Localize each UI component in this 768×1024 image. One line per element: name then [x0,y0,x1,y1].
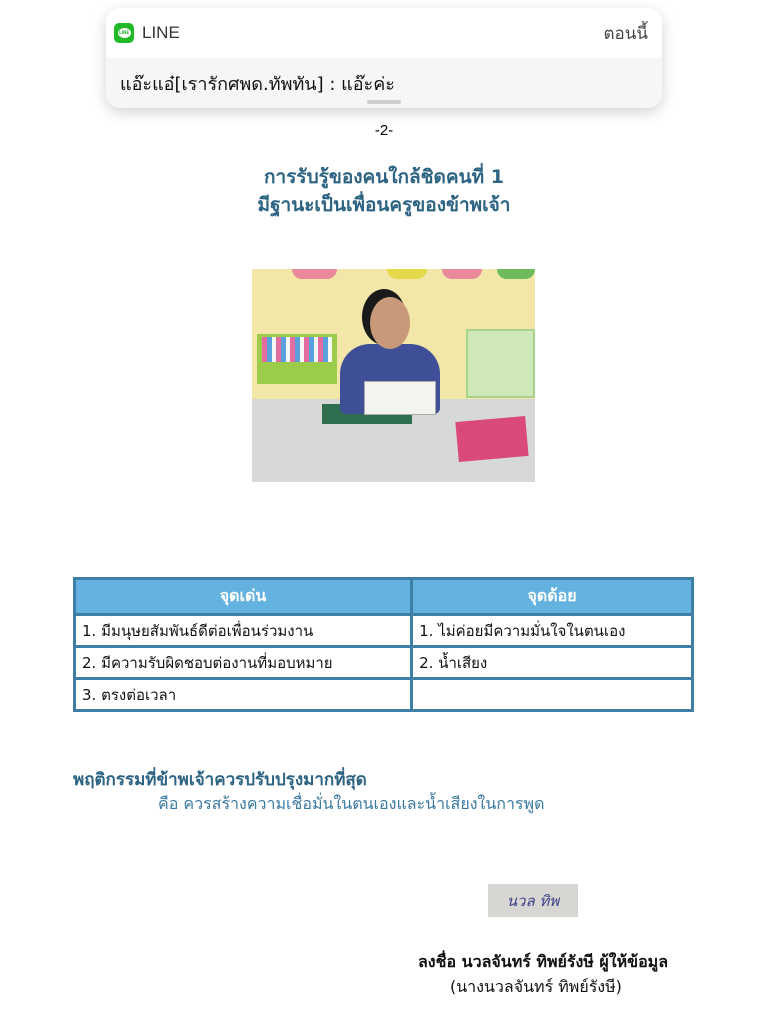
strength-cell: 2. มีความรับผิดชอบต่องานที่มอบหมาย [75,647,412,679]
signature-scribble: นวล ทิพ [506,891,560,910]
signature-image [488,884,578,917]
notification-header [106,8,662,58]
notification-body[interactable] [106,58,662,108]
title-line-1: การรับรู้ของคนใกล้ชิดคนที่ 1 [264,166,504,188]
strength-cell: 1. มีมนุษยสัมพันธ์ดีต่อเพื่อนร่วมงาน [75,615,412,647]
notification-app-name: LINE [142,23,180,42]
weakness-cell: 2. น้ำเสียง [412,647,693,679]
table-row [75,679,693,711]
header-strengths: จุดเด่น [75,579,412,615]
teacher-at-desk-photo [252,269,535,482]
page-number: -2- [374,122,394,139]
weakness-cell [412,679,693,711]
notification-message: แอ๊ะแอ๋[เรารักศพด.ทัพทัน] : แอ๊ะค่ะ [120,73,395,95]
signer-full-name: (นางนวลจันทร์ ทิพย์รังษี) [450,977,622,996]
line-notification-banner[interactable] [106,8,662,108]
strength-cell: 3. ตรงต่อเวลา [75,679,412,711]
behavior-heading: พฤติกรรมที่ข้าพเจ้าควรปรับปรุงมากที่สุด [73,770,367,790]
notification-time: ตอนนี้ [603,23,648,44]
header-weaknesses: จุดด้อย [412,579,693,615]
line-app-icon: LINE [114,23,134,43]
strengths-weaknesses-table [73,577,694,712]
behavior-text: คือ ควรสร้างความเชื่อมั่นในตนเองและน้ำเสียงในการพูด [158,794,545,813]
table-row [75,615,693,647]
table-row [75,647,693,679]
page-title [0,163,768,219]
title-line-2: มีฐานะเป็นเพื่อนครูของข้าพเจ้า [257,194,511,216]
signer-line: ลงชื่อ นวลจันทร์ ทิพย์รังษี ผู้ให้ข้อมูล [418,952,669,971]
weakness-cell: 1. ไม่ค่อยมีความมั่นใจในตนเอง [412,615,693,647]
notification-grabber-handle[interactable] [367,100,401,104]
